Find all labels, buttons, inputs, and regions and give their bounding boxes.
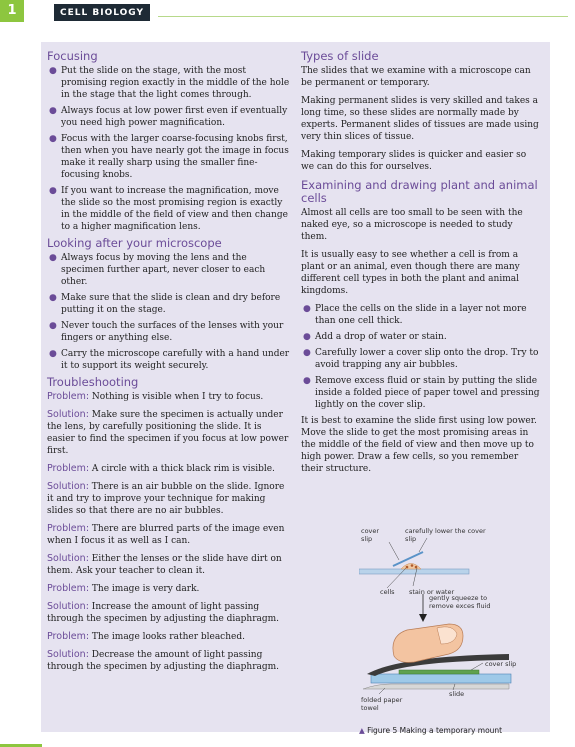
list-item: ● Always focus by moving the lens and the specimen further apart, never closer to each other. (49, 253, 266, 287)
troubleshooting-heading: Troubleshooting (47, 375, 139, 389)
problem-entry: Problem: The image looks rather bleached. (47, 631, 245, 642)
paragraph: Making temporary slides is quicker and easier so we can do this for ourselves. (301, 150, 527, 172)
paragraph: It is best to examine the slide first using low power. Move the slide to get the most promising areas in the middle of the field of view and then move up to high power. Draw a few cells, so you remember their structure. (301, 416, 537, 474)
figure-drawing (359, 524, 539, 714)
looking-after-heading: Looking after your microscope (47, 236, 222, 250)
bullet-icon: ● (49, 186, 57, 196)
bullet-icon: ● (303, 332, 311, 342)
problem-entry: Problem: A circle with a thick black rim is visible. (47, 463, 275, 474)
label-carefully-lower: carefully lower the cover slip (405, 527, 486, 543)
paragraph: Almost all cells are too small to be seen with the naked eye, so a microscope is needed to study them. (301, 208, 523, 242)
focusing-heading: Focusing (47, 49, 98, 63)
temporary-mount-figure (359, 524, 539, 735)
list-item: ● Always focus at low power first even if eventually you need high power magnification. (49, 106, 288, 128)
label-squeeze: gently squeeze to remove exces fluid (429, 594, 491, 610)
bullet-icon: ● (49, 293, 57, 303)
paragraph: It is usually easy to see whether a cell is from a plant or an animal, even though there are many different cell types in both the plant and animal kingdoms. (301, 250, 520, 296)
header-rule (158, 16, 568, 17)
label-cover-slip-lower: cover slip (485, 660, 517, 668)
bullet-icon: ● (49, 134, 57, 144)
focusing-list (47, 65, 290, 233)
section-tag: CELL BIOLOGY (54, 4, 150, 21)
problem-entry: Problem: The image is very dark. (47, 583, 200, 594)
figure-caption: ▲ Figure 5 Making a temporary mount (359, 726, 503, 735)
bullet-icon: ● (49, 321, 57, 331)
paragraph: The slides that we examine with a microscope can be permanent or temporary. (301, 66, 531, 88)
right-column (301, 50, 541, 481)
label-slide: slide (449, 690, 465, 698)
paragraph: Making permanent slides is very skilled and takes a long time, so these slides are normally made by experts. Permanent slides of tissues are made using very thin slices of tissue. (301, 96, 539, 142)
bullet-icon: ● (49, 349, 57, 359)
solution-entry: Solution: Either the lenses or the slide have dirt on them. Ask your teacher to clean it. (47, 553, 282, 576)
content-panel (41, 42, 550, 735)
list-item: ● Make sure that the slide is clean and dry before putting it on the stage. (49, 293, 281, 315)
looking-after-list (47, 252, 290, 372)
list-item: ● Add a drop of water or stain. (303, 332, 447, 342)
page-number: 1 (0, 0, 24, 22)
label-stain: stain or water (409, 588, 455, 596)
list-item: ● Carefully lower a cover slip onto the drop. Try to avoid trapping any air bubbles. (303, 348, 539, 370)
caption-triangle-icon: ▲ (359, 726, 365, 735)
list-item: ● Carry the microscope carefully with a hand under it to support its weight securely. (49, 349, 290, 371)
problem-entry: Problem: Nothing is visible when I try to focus. (47, 391, 264, 402)
troubleshooting-list (47, 391, 290, 673)
label-folded-towel: folded paper towel (361, 696, 403, 712)
problem-entry: Problem: There are blurred parts of the image even when I focus it as well as I can. (47, 523, 285, 546)
list-item: ● If you want to increase the magnification, move the slide so the most promising region is exactly in the middle of the field of view and then change to a higher magnification lens. (49, 186, 288, 232)
list-item: ● Remove excess fluid or stain by putting the slide inside a folded piece of paper towel and pressing lightly on the cover slip. (303, 376, 540, 410)
examining-heading: Examining and drawing plant and animal cells (301, 178, 538, 205)
label-cells: cells (380, 588, 395, 596)
solution-entry: Solution: Decrease the amount of light passing through the specimen by adjusting the diaphragm. (47, 649, 280, 672)
examining-list (301, 303, 541, 411)
list-item: ● Never touch the surfaces of the lenses with your fingers or anything else. (49, 321, 284, 343)
list-item: ● Focus with the larger coarse-focusing knobs first, then when you have nearly got the image in focus make it really sharp using the smaller fine-focusing knobs. (49, 134, 289, 180)
solution-entry: Solution: There is an air bubble on the slide. Ignore it and try to improve your technique for making slides so that there are no air bubbles. (47, 481, 285, 516)
bullet-icon: ● (303, 304, 311, 314)
list-item: ● Place the cells on the slide in a layer not more than one cell thick. (303, 304, 527, 326)
left-column (47, 50, 290, 679)
solution-entry: Solution: Increase the amount of light passing through the specimen by adjusting the diaphragm. (47, 601, 280, 624)
bullet-icon: ● (303, 376, 311, 386)
list-item: ● Put the slide on the stage, with the most promising region exactly in the middle of the hole in the stage that the light comes through. (49, 66, 290, 100)
bullet-icon: ● (303, 348, 311, 358)
bullet-icon: ● (49, 66, 57, 76)
solution-entry: Solution: Make sure the specimen is actually under the lens, by carefully positioning the slide. It is easier to find the specimen if you focus at low power first. (47, 409, 289, 456)
types-heading: Types of slide (301, 49, 379, 63)
bullet-icon: ● (49, 106, 57, 116)
bullet-icon: ● (49, 253, 57, 263)
label-cover-slip: cover slip (361, 527, 380, 543)
